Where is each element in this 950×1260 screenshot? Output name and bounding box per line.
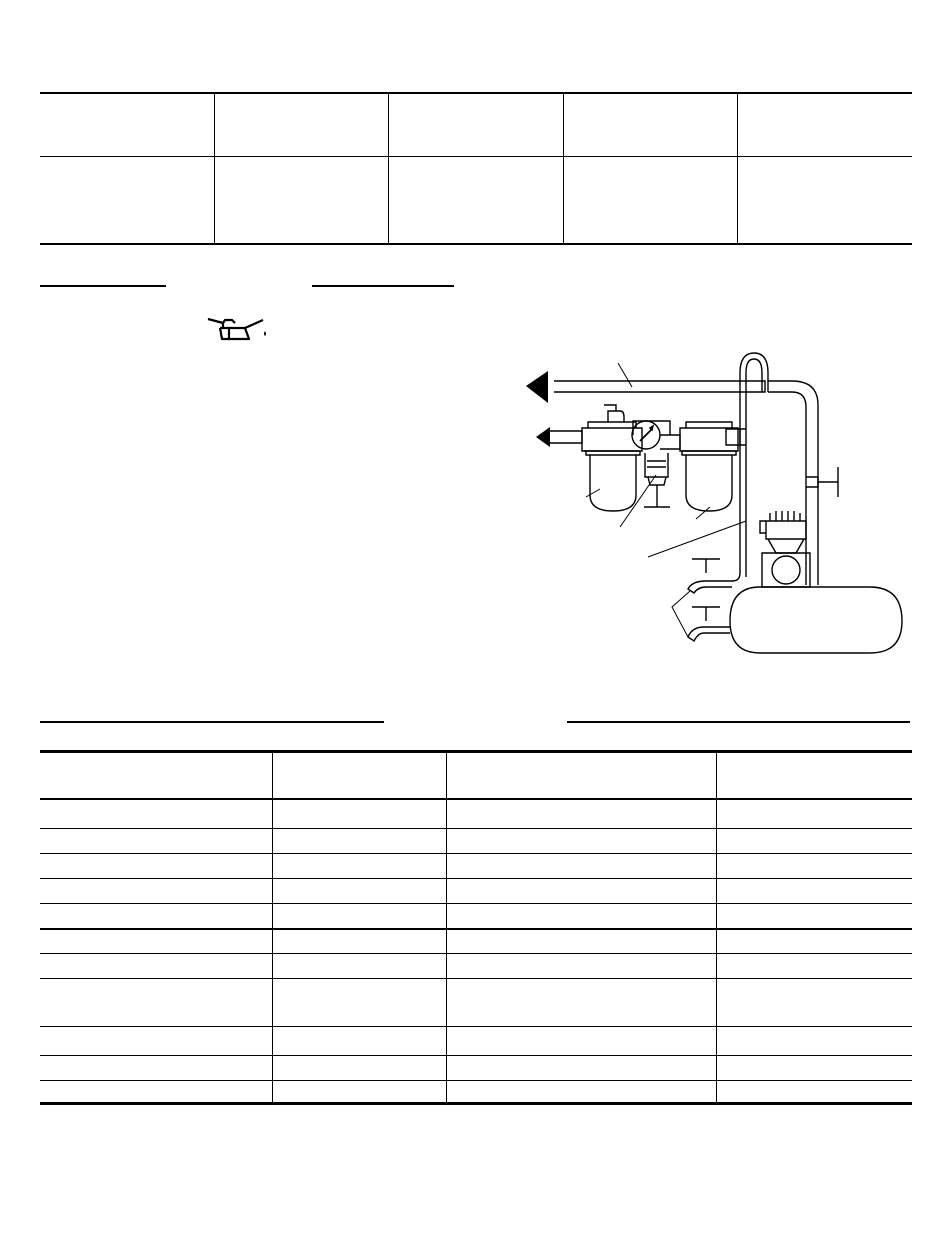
parts-table-row-divider <box>40 1055 912 1056</box>
main-air-line <box>554 381 765 392</box>
arrow-left-icon <box>536 427 550 447</box>
parts-table-border-bottom <box>40 1102 912 1105</box>
parts-table-row-divider <box>40 828 912 829</box>
parts-table-row-divider <box>40 1080 912 1081</box>
parts-table-row-divider <box>40 978 912 979</box>
parts-table-row-divider <box>40 953 912 954</box>
parts-table-border-top <box>40 750 912 753</box>
top-table-header-divider <box>40 156 912 157</box>
parts-table-col-divider <box>446 750 447 1104</box>
oil-can-icon <box>205 314 275 344</box>
parts-table-row-divider <box>40 798 912 800</box>
parts-table-row-divider <box>40 928 912 930</box>
top-table-border-bottom <box>40 243 912 245</box>
top-table-border-top <box>40 92 912 94</box>
parts-table-row-divider <box>40 903 912 904</box>
top-table-col-divider <box>737 92 738 245</box>
top-table-col-divider <box>388 92 389 245</box>
parts-table-col-divider <box>716 750 717 1104</box>
parts-table-row-divider <box>40 878 912 879</box>
top-table-col-divider <box>563 92 564 245</box>
heading-right-underline <box>312 285 454 287</box>
section-heading-left-rule <box>40 721 384 723</box>
parts-table-col-divider <box>272 750 273 1104</box>
heading-left-underline <box>40 285 166 287</box>
air-piping-diagram <box>520 345 910 660</box>
parts-table-row-divider <box>40 1026 912 1027</box>
parts-table-row-divider <box>40 853 912 854</box>
section-heading-right-rule <box>567 721 910 723</box>
arrow-left-icon <box>526 371 548 403</box>
top-table-col-divider <box>214 92 215 245</box>
